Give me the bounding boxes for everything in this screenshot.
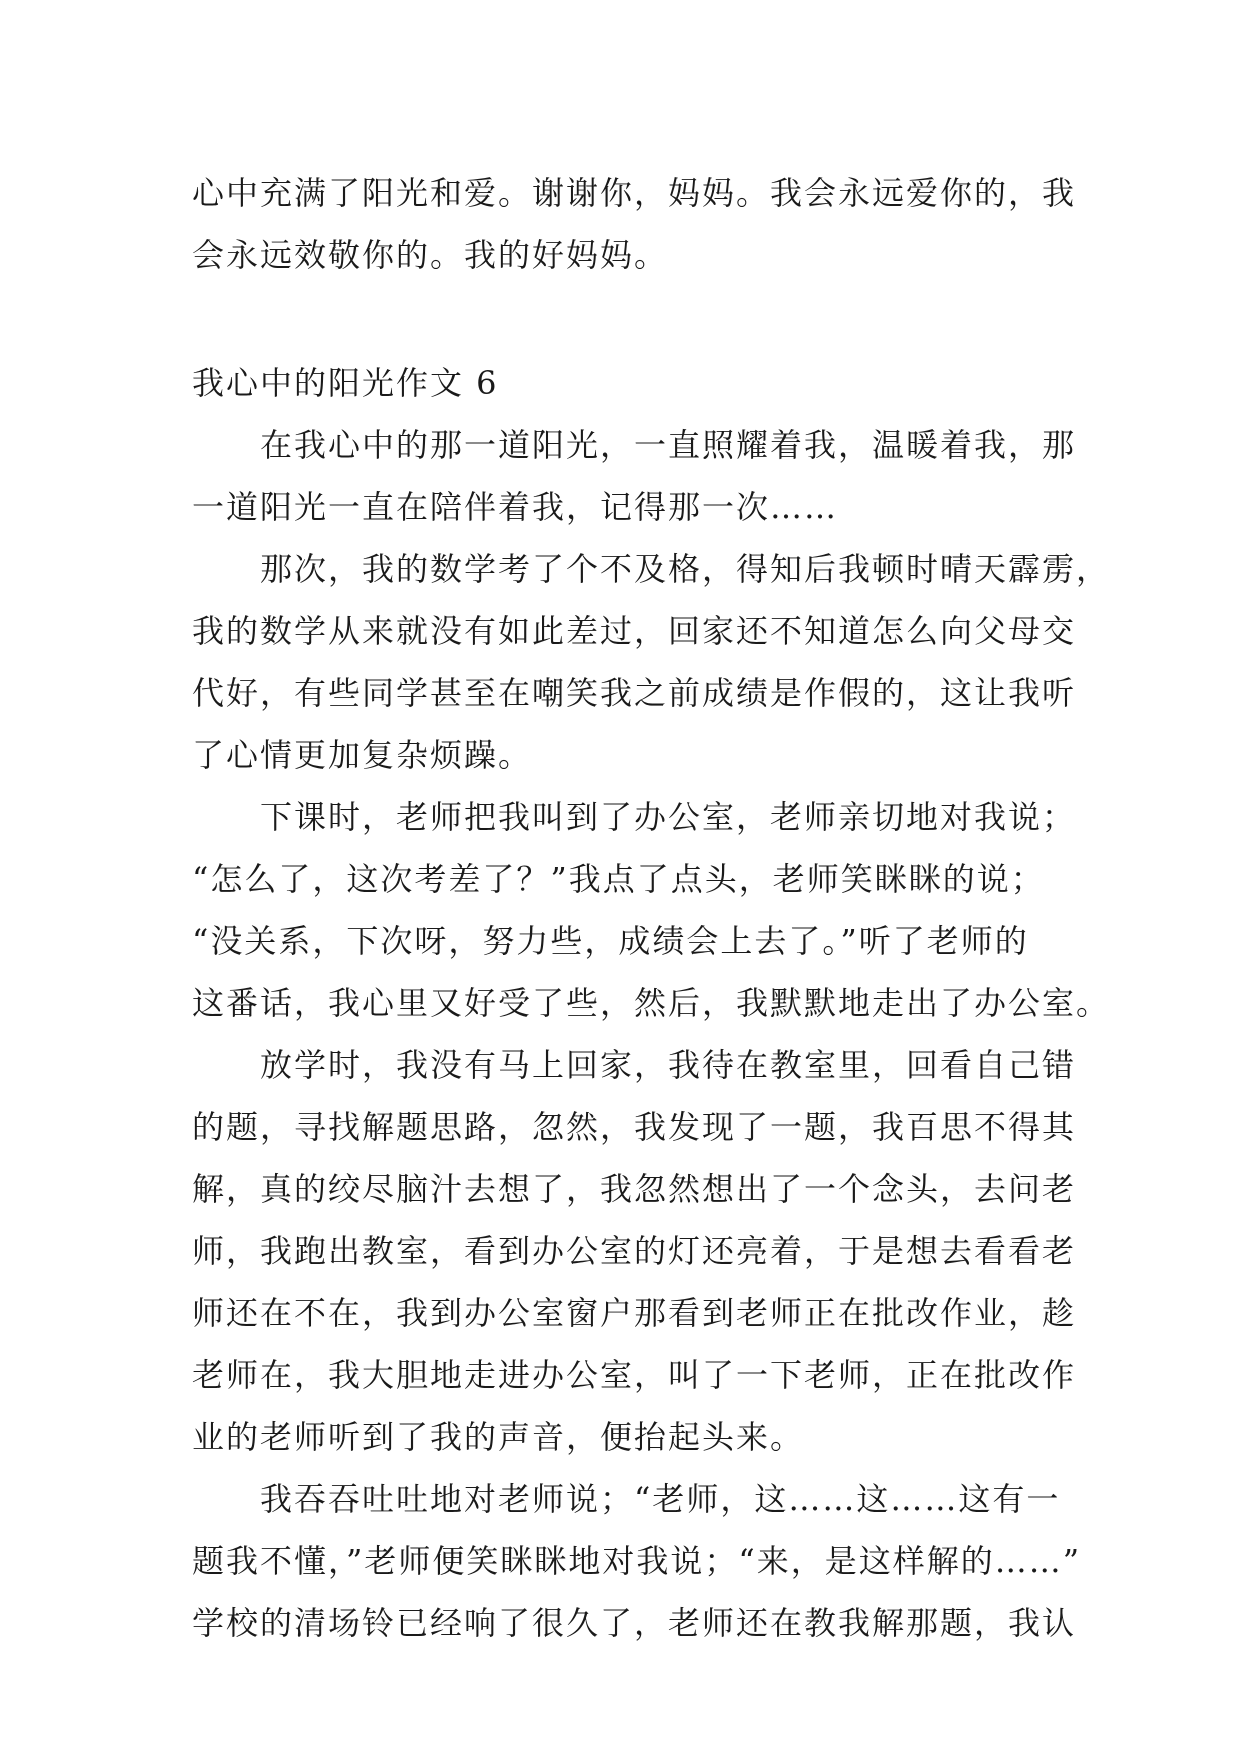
body-line: “没关系，下次呀，努力些，成绩会上去了。”听了老师的 — [192, 922, 1029, 960]
document-page — [192, 162, 1111, 1654]
body-line: 题我不懂，”老师便笑眯眯地对我说；“来，是这样解的……” — [192, 1542, 1082, 1580]
body-line: 代好，有些同学甚至在嘲笑我之前成绩是作假的，这让我听 — [192, 674, 1077, 712]
body-line: “怎么了，这次考差了？”我点了点头，老师笑眯眯的说； — [192, 860, 1045, 898]
body-line: 在我心中的那一道阳光，一直照耀着我，温暖着我，那 — [192, 426, 1077, 464]
body-line: 这番话，我心里又好受了些，然后，我默默地走出了办公室。 — [192, 984, 1111, 1022]
intro-line: 会永远效敬你的。我的好妈妈。 — [192, 236, 669, 274]
body-line: 解，真的绞尽脑汁去想了，我忽然想出了一个念头，去问老 — [192, 1170, 1077, 1208]
body-line: 学校的清场铃已经响了很久了，老师还在教我解那题，我认 — [192, 1604, 1077, 1642]
body-line: 师还在不在，我到办公室窗户那看到老师正在批改作业，趁 — [192, 1294, 1077, 1332]
body-line: 师，我跑出教室，看到办公室的灯还亮着，于是想去看看老 — [192, 1232, 1077, 1270]
essay-title: 我心中的阳光作文 6 — [192, 364, 499, 402]
intro-line: 心中充满了阳光和爱。谢谢你，妈妈。我会永远爱你的，我 — [192, 174, 1077, 212]
body-line: 业的老师听到了我的声音，便抬起头来。 — [192, 1418, 805, 1456]
body-line: 了心情更加复杂烦躁。 — [192, 736, 533, 774]
body-line: 我的数学从来就没有如此差过，回家还不知道怎么向父母交 — [192, 612, 1077, 650]
body-line: 老师在，我大胆地走进办公室，叫了一下老师，正在批改作 — [192, 1356, 1077, 1394]
body-line: 我吞吞吐吐地对老师说；“老师，这……这……这有一 — [192, 1480, 1061, 1518]
body-line: 一道阳光一直在陪伴着我，记得那一次…… — [192, 488, 839, 526]
body-line: 的题，寻找解题思路，忽然，我发现了一题，我百思不得其 — [192, 1108, 1077, 1146]
body-line: 那次，我的数学考了个不及格，得知后我顿时晴天霹雳， — [192, 550, 1111, 588]
body-line: 放学时，我没有马上回家，我待在教室里，回看自己错 — [192, 1046, 1077, 1084]
body-line: 下课时，老师把我叫到了办公室，老师亲切地对我说； — [192, 798, 1077, 836]
